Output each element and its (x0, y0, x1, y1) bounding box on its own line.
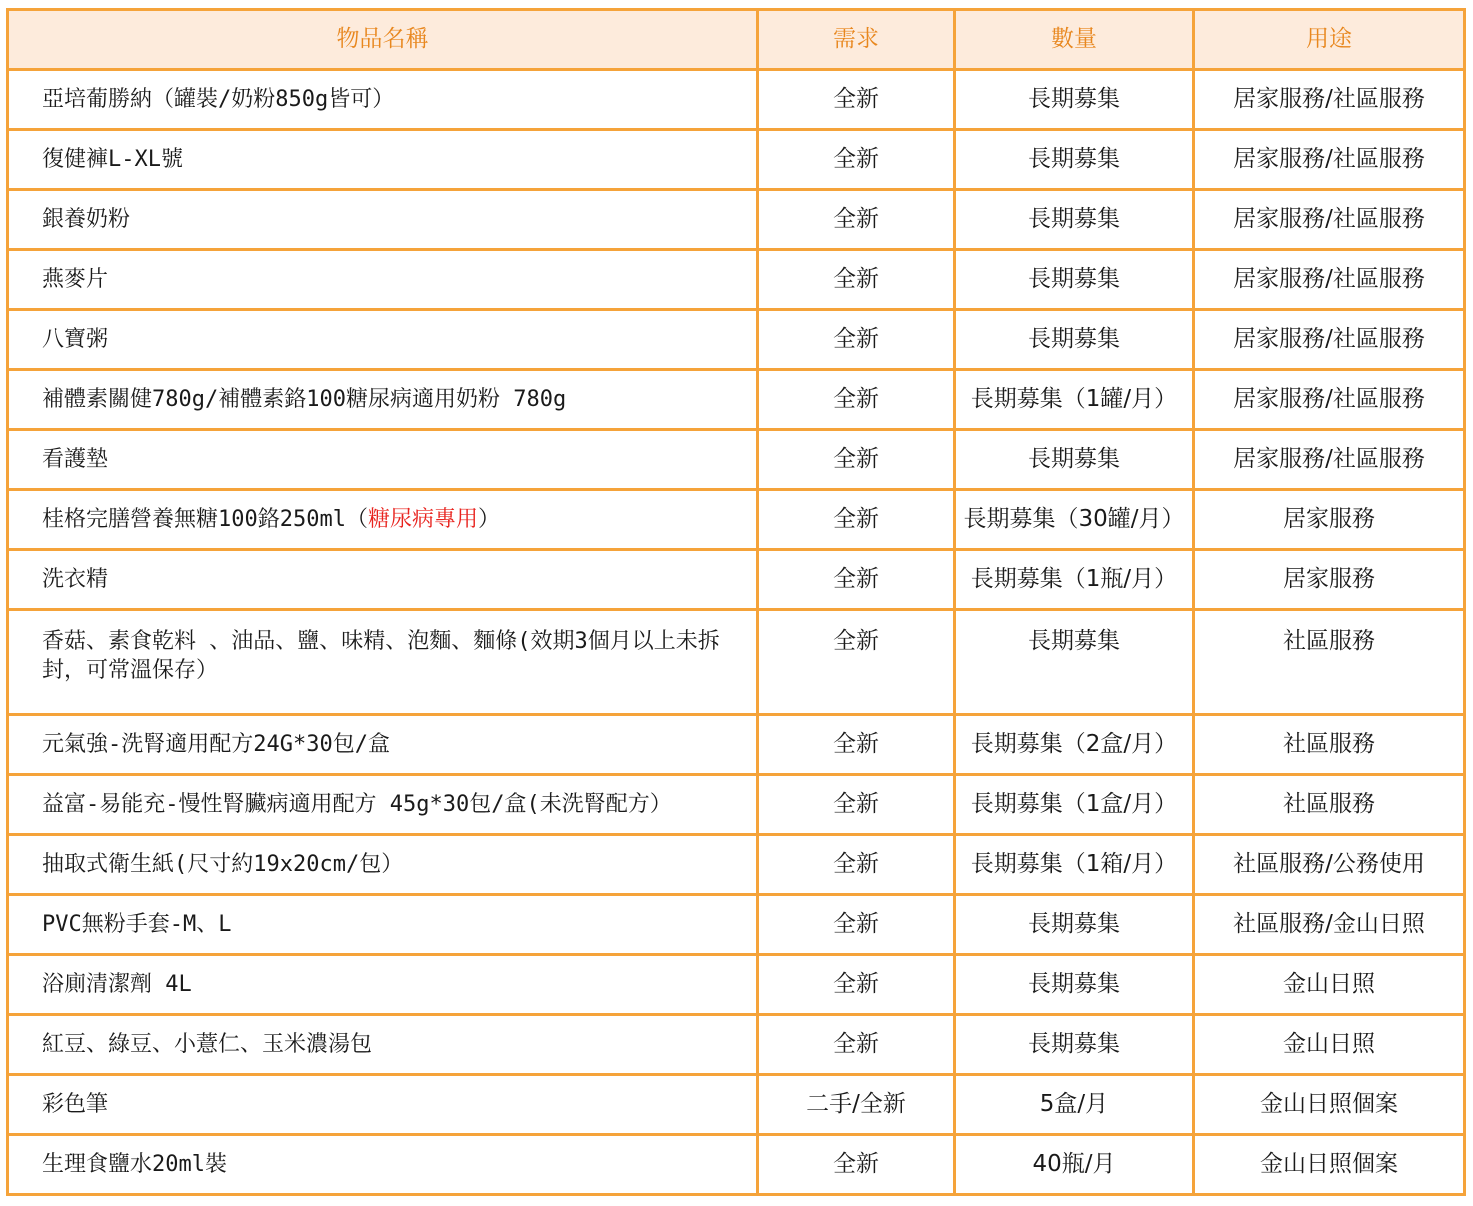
item-name: 紅豆、綠豆、小薏仁、玉米濃湯包 (8, 1015, 758, 1075)
item-need: 全新 (758, 490, 955, 550)
item-usage: 社區服務 (1194, 775, 1465, 835)
item-quantity: 長期募集（1盒/月） (955, 775, 1194, 835)
item-quantity: 長期募集（1箱/月） (955, 835, 1194, 895)
item-name: 抽取式衛生紙(尺寸約19x20cm/包） (8, 835, 758, 895)
item-name: 復健褲L-XL號 (8, 130, 758, 190)
item-quantity: 長期募集 (955, 250, 1194, 310)
item-usage: 居家服務/社區服務 (1194, 370, 1465, 430)
item-name: 元氣強-洗腎適用配方24G*30包/盒 (8, 715, 758, 775)
item-name: 浴廁清潔劑 4L (8, 955, 758, 1015)
item-need: 全新 (758, 775, 955, 835)
item-need: 全新 (758, 610, 955, 715)
item-quantity: 長期募集 (955, 1015, 1194, 1075)
item-need: 全新 (758, 895, 955, 955)
item-need: 全新 (758, 130, 955, 190)
table-row (8, 250, 1465, 310)
item-usage: 金山日照個案 (1194, 1135, 1465, 1195)
item-name: 香菇、素食乾料 、油品、鹽、味精、泡麵、麵條(效期3個月以上未拆封，可常溫保存） (8, 610, 758, 715)
item-usage: 居家服務/社區服務 (1194, 250, 1465, 310)
table-row (8, 955, 1465, 1015)
item-usage: 居家服務/社區服務 (1194, 190, 1465, 250)
item-quantity: 長期募集 (955, 430, 1194, 490)
item-need: 全新 (758, 370, 955, 430)
item-usage: 居家服務/社區服務 (1194, 430, 1465, 490)
item-need: 全新 (758, 955, 955, 1015)
table-row (8, 70, 1465, 130)
item-need: 全新 (758, 715, 955, 775)
item-usage: 居家服務/社區服務 (1194, 310, 1465, 370)
item-name: 銀養奶粉 (8, 190, 758, 250)
table-row (8, 895, 1465, 955)
item-quantity: 5盒/月 (955, 1075, 1194, 1135)
header-quantity: 數量 (955, 10, 1194, 70)
item-quantity: 長期募集 (955, 310, 1194, 370)
table-row (8, 130, 1465, 190)
item-name: 益富-易能充-慢性腎臟病適用配方 45g*30包/盒(未洗腎配方） (8, 775, 758, 835)
header-usage: 用途 (1194, 10, 1465, 70)
item-quantity: 長期募集（2盒/月） (955, 715, 1194, 775)
item-name: 燕麥片 (8, 250, 758, 310)
item-need: 全新 (758, 550, 955, 610)
table-row (8, 430, 1465, 490)
item-usage: 金山日照個案 (1194, 1075, 1465, 1135)
item-quantity: 40瓶/月 (955, 1135, 1194, 1195)
item-quantity: 長期募集 (955, 895, 1194, 955)
item-usage: 社區服務 (1194, 715, 1465, 775)
header-item-name: 物品名稱 (8, 10, 758, 70)
table-row (8, 775, 1465, 835)
item-usage: 金山日照 (1194, 1015, 1465, 1075)
item-name: 洗衣精 (8, 550, 758, 610)
item-need: 二手/全新 (758, 1075, 955, 1135)
item-usage: 居家服務 (1194, 550, 1465, 610)
item-need: 全新 (758, 1015, 955, 1075)
item-name: 生理食鹽水20ml裝 (8, 1135, 758, 1195)
donation-table-wrapper (6, 8, 1463, 1196)
table-row (8, 715, 1465, 775)
item-name: 八寶粥 (8, 310, 758, 370)
table-row (8, 490, 1465, 550)
item-name: PVC無粉手套-M、L (8, 895, 758, 955)
item-name-highlight: 糖尿病專用 (367, 507, 478, 532)
item-name: 亞培葡勝納（罐裝/奶粉850g皆可） (8, 70, 758, 130)
item-usage: 社區服務 (1194, 610, 1465, 715)
item-quantity: 長期募集 (955, 70, 1194, 130)
item-usage: 社區服務/公務使用 (1194, 835, 1465, 895)
item-name-prefix: 桂格完膳營養無糖100鉻250ml（ (42, 507, 368, 532)
item-name-suffix: ） (477, 507, 500, 532)
table-row (8, 370, 1465, 430)
item-need: 全新 (758, 250, 955, 310)
item-quantity: 長期募集 (955, 190, 1194, 250)
donation-items-table (6, 8, 1466, 1196)
item-need: 全新 (758, 835, 955, 895)
item-usage: 居家服務 (1194, 490, 1465, 550)
item-usage: 社區服務/金山日照 (1194, 895, 1465, 955)
item-quantity: 長期募集（30罐/月） (955, 490, 1194, 550)
item-need: 全新 (758, 70, 955, 130)
item-name (8, 490, 758, 550)
table-row (8, 550, 1465, 610)
item-name: 看護墊 (8, 430, 758, 490)
item-quantity: 長期募集 (955, 610, 1194, 715)
table-header-row (8, 10, 1465, 70)
item-quantity: 長期募集 (955, 955, 1194, 1015)
item-usage: 居家服務/社區服務 (1194, 70, 1465, 130)
table-row (8, 610, 1465, 715)
item-usage: 金山日照 (1194, 955, 1465, 1015)
header-need: 需求 (758, 10, 955, 70)
table-row (8, 835, 1465, 895)
item-name: 補體素關健780g/補體素鉻100糖尿病適用奶粉 780g (8, 370, 758, 430)
item-need: 全新 (758, 310, 955, 370)
table-row (8, 1075, 1465, 1135)
item-name: 彩色筆 (8, 1075, 758, 1135)
item-need: 全新 (758, 430, 955, 490)
item-quantity: 長期募集（1瓶/月） (955, 550, 1194, 610)
item-usage: 居家服務/社區服務 (1194, 130, 1465, 190)
item-need: 全新 (758, 1135, 955, 1195)
table-row (8, 1015, 1465, 1075)
table-row (8, 310, 1465, 370)
item-quantity: 長期募集 (955, 130, 1194, 190)
table-row (8, 190, 1465, 250)
item-need: 全新 (758, 190, 955, 250)
table-row (8, 1135, 1465, 1195)
item-quantity: 長期募集（1罐/月） (955, 370, 1194, 430)
